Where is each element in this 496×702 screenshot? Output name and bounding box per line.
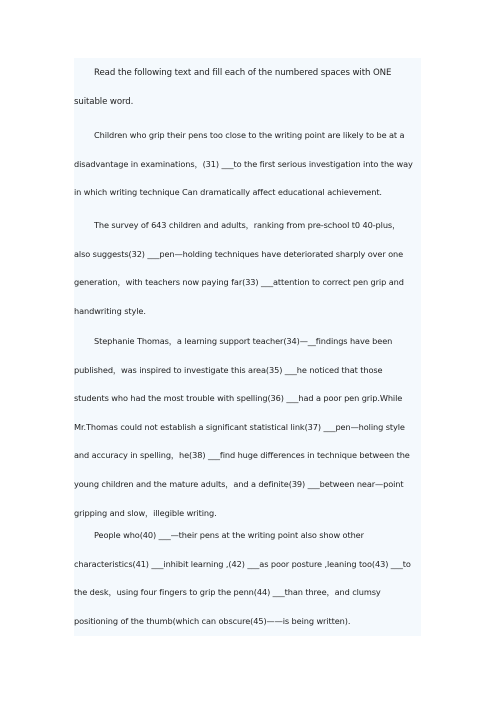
instructions-line-2: suitable word. — [74, 96, 134, 107]
paragraph-1 — [74, 121, 421, 207]
paragraph-line: positioning of the thumb(which can obscure(45)——is being written). — [74, 615, 351, 626]
paragraph-line: Mr.Thomas could not establish a significant statistical link(37) ___pen—holing style — [74, 421, 405, 432]
paragraph-line: Stephanie Thomas，a learning support teacher(34)—__findings have been — [94, 336, 393, 346]
paragraph-line: young children and the mature adults，and a definite(39) ___between near—point — [74, 478, 404, 489]
paragraph-line: published，was inspired to investigate this area(35) ___he noticed that those — [74, 364, 383, 375]
paragraph-line: generation，with teachers now paying far(33) ___attention to correct pen grip and — [74, 277, 404, 288]
paragraph-line: Children who grip their pens too close to the writing point are likely to be at a — [94, 130, 405, 140]
paragraph-line: in which writing technique Can dramatically affect educational achievement. — [74, 187, 382, 198]
paragraph-2 — [74, 211, 421, 325]
paragraph-line: People who(40) ___—their pens at the writing point also show other — [94, 530, 364, 540]
paragraph-line: characteristics(41) ___inhibit learning ,(42) ___as poor posture ,leaning too(43) ___to — [74, 558, 411, 569]
paragraph-line: and accuracy in spelling，he(38) ___find huge differences in technique between the — [74, 450, 410, 461]
instructions — [74, 59, 421, 116]
paragraph-line: gripping and slow，illegible writing. — [74, 507, 217, 518]
instructions-line-1: Read the following text and fill each of the numbered spaces with ONE — [94, 68, 392, 78]
paragraph-line: handwriting style. — [74, 305, 146, 316]
paragraph-line: disadvantage in examinations，(31) ___to the first serious investigation into the way — [74, 158, 413, 169]
paragraph-line: students who had the most trouble with spelling(36) ___had a poor pen grip.While — [74, 393, 403, 404]
paragraph-4 — [74, 521, 421, 635]
paragraph-line: The survey of 643 children and adults，ranking from pre-school t0 40-plus， — [94, 220, 401, 230]
paragraph-3 — [74, 327, 421, 527]
paragraph-line: also suggests(32) ___pen—holding techniques have deteriorated sharply over one — [74, 248, 404, 259]
paragraph-line: the desk，using four fingers to grip the penn(44) ___than three，and clumsy — [74, 587, 381, 598]
